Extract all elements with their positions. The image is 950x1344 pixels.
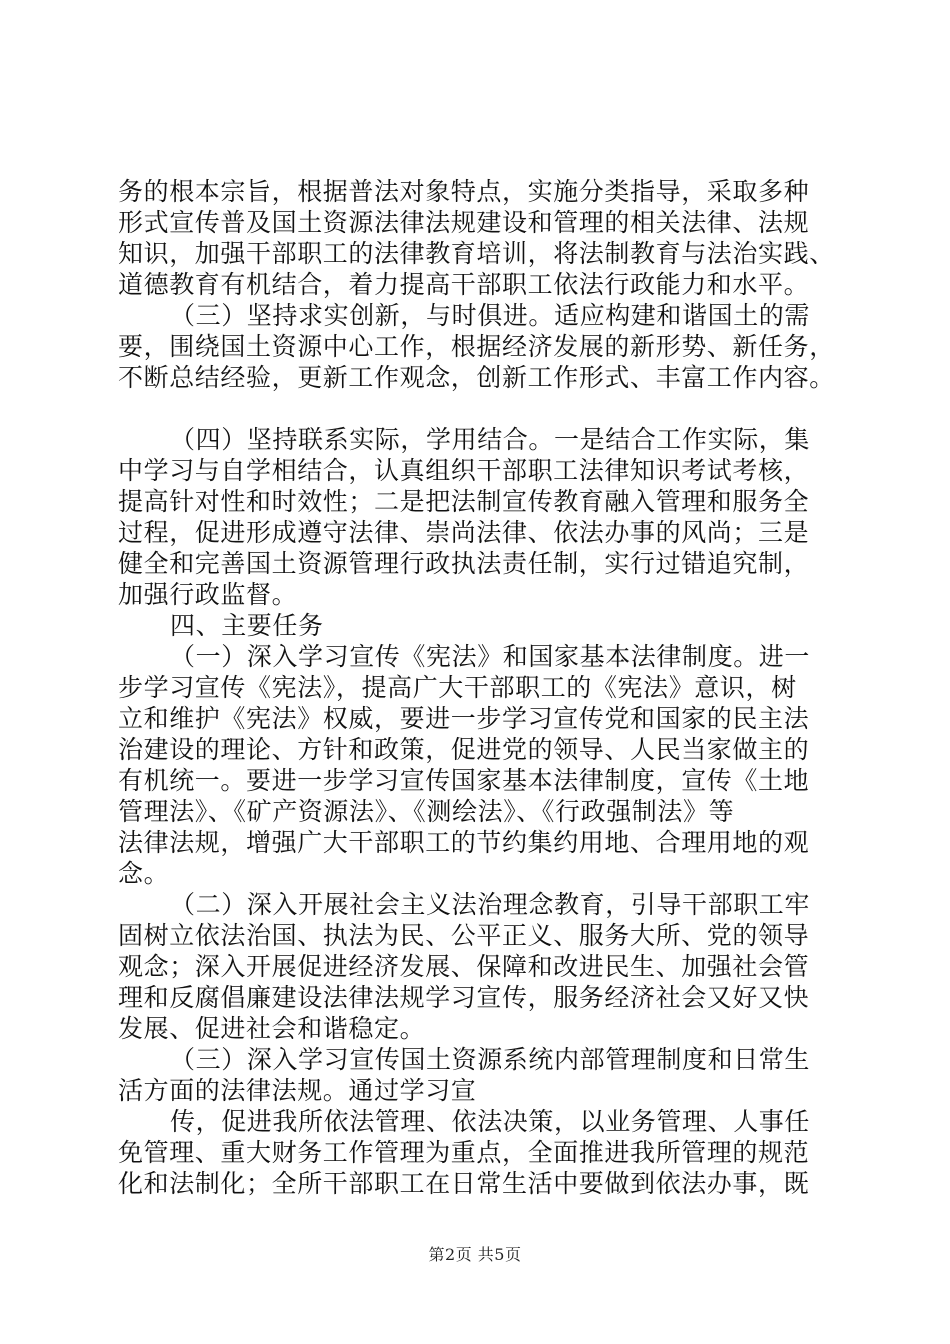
text-line: 固树立依法治国、执法为民、公平正义、服务大所、党的领导	[118, 921, 810, 950]
text-line: 过程，促进形成遵守法律、崇尚法律、依法办事的风尚；三是	[118, 518, 810, 547]
text-line: （一）深入学习宣传《宪法》和国家基本法律制度。进一	[170, 642, 811, 671]
text-line: 道德教育有机结合，着力提高干部职工依法行政能力和水平。	[118, 270, 810, 299]
text-line: 管理法》、《矿产资源法》、《测绘法》、《行政强制法》等	[118, 797, 735, 826]
page-footer: 第2页 共5页	[428, 1245, 522, 1264]
text-line: 中学习与自学相结合，认真组织干部职工法律知识考试考核，	[118, 456, 810, 485]
text-line: 理和反腐倡廉建设法律法规学习宣传，服务经济社会又好又快	[118, 983, 810, 1012]
text-line: 形式宣传普及国土资源法律法规建设和管理的相关法律、法规	[118, 208, 810, 237]
text-line: 念。	[118, 859, 170, 888]
text-line: （四）坚持联系实际，学用结合。一是结合工作实际，集	[170, 425, 811, 454]
text-line: 务的根本宗旨，根据普法对象特点，实施分类指导，采取多种	[118, 177, 810, 206]
text-line: 免管理、重大财务工作管理为重点，全面推进我所管理的规范	[118, 1138, 810, 1167]
text-line: （三）深入学习宣传国土资源系统内部管理制度和日常生	[170, 1045, 811, 1074]
text-line: 知识，加强干部职工的法律教育培训，将法制教育与法治实践、	[118, 239, 835, 268]
text-line: 法律法规，增强广大干部职工的节约集约用地、合理用地的观	[118, 828, 810, 857]
text-line: 发展、促进社会和谐稳定。	[118, 1014, 426, 1043]
text-line: 步学习宣传《宪法》，提高广大干部职工的《宪法》意识，树	[118, 673, 797, 702]
text-line: 治建设的理论、方针和政策，促进党的领导、人民当家做主的	[118, 735, 810, 764]
text-line: 传，促进我所依法管理、依法决策，以业务管理、人事任	[170, 1107, 811, 1136]
section-heading: 四、主要任务	[170, 611, 324, 640]
text-line: （二）深入开展社会主义法治理念教育，引导干部职工牢	[170, 890, 811, 919]
text-line: 活方面的法律法规。通过学习宣	[118, 1076, 477, 1105]
text-line: 有机统一。要进一步学习宣传国家基本法律制度，宣传《土地	[118, 766, 810, 795]
text-line: 加强行政监督。	[118, 580, 298, 609]
text-line: 提高针对性和时效性；二是把法制宣传教育融入管理和服务全	[118, 487, 810, 516]
text-line: 不断总结经验，更新工作观念，创新工作形式、丰富工作内容。	[118, 363, 835, 392]
text-line: 健全和完善国土资源管理行政执法责任制，实行过错追究制，	[118, 549, 810, 578]
text-line: 观念；深入开展促进经济发展、保障和改进民生、加强社会管	[118, 952, 810, 981]
text-line: 要，围绕国土资源中心工作，根据经济发展的新形势、新任务，	[118, 332, 835, 361]
text-line: （三）坚持求实创新，与时俱进。适应构建和谐国土的需	[170, 301, 811, 330]
text-line: 立和维护《宪法》权威，要进一步学习宣传党和国家的民主法	[118, 704, 810, 733]
text-line: 化和法制化；全所干部职工在日常生活中要做到依法办事，既	[118, 1169, 810, 1198]
